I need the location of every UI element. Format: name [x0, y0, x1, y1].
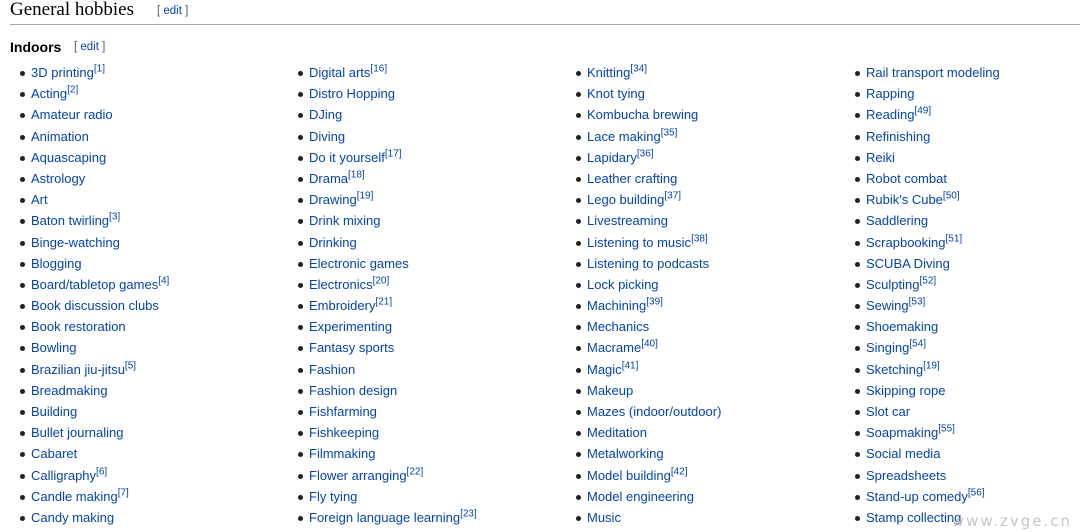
- hobby-link[interactable]: Book discussion clubs: [31, 298, 159, 314]
- list-item: [576, 507, 721, 528]
- citation-link[interactable]: [23]: [460, 508, 477, 520]
- hobby-link[interactable]: Spreadsheets: [866, 467, 947, 483]
- hobby-link[interactable]: Distro Hopping: [309, 86, 395, 102]
- hobby-link[interactable]: Knot tying: [587, 86, 645, 102]
- hobby-column-3: [576, 62, 721, 528]
- list-item: [298, 83, 477, 104]
- hobby-link[interactable]: Fantasy sports: [309, 340, 395, 356]
- list-item: [20, 253, 169, 274]
- hobby-link[interactable]: Amateur radio: [31, 107, 113, 123]
- list-item: [576, 210, 721, 231]
- list-item: [20, 189, 169, 210]
- citation-link[interactable]: [7]: [117, 487, 129, 499]
- hobby-link[interactable]: Stand-up comedy: [866, 488, 968, 504]
- citation-link[interactable]: [19]: [356, 190, 374, 202]
- citation-link[interactable]: [5]: [124, 360, 137, 372]
- list-item: [298, 507, 477, 528]
- hobby-link[interactable]: Rubik's Cube: [866, 192, 943, 208]
- hobby-link[interactable]: Soapmaking: [866, 425, 939, 441]
- list-item: [298, 104, 477, 125]
- list-item: [298, 359, 477, 380]
- list-item: [298, 168, 477, 189]
- hobby-link[interactable]: Robot combat: [866, 170, 947, 186]
- hobby-link[interactable]: Fashion: [309, 361, 356, 377]
- list-item: [298, 337, 477, 358]
- hobby-link[interactable]: Lapidary: [587, 149, 637, 165]
- hobby-link[interactable]: Slot car: [866, 404, 911, 419]
- citation-link[interactable]: [41]: [621, 360, 639, 372]
- citation-link[interactable]: [55]: [938, 423, 955, 435]
- hobby-link[interactable]: Model engineering: [587, 488, 694, 504]
- hobby-link[interactable]: Breadmaking: [31, 382, 108, 398]
- list-item: [576, 359, 721, 380]
- hobby-link[interactable]: Calligraphy: [31, 467, 97, 483]
- citation-link[interactable]: [52]: [919, 275, 937, 287]
- citation-link[interactable]: [53]: [908, 296, 926, 308]
- list-item: [20, 83, 169, 104]
- hobby-link[interactable]: Listening to music: [587, 234, 692, 250]
- watermark: www.zvge.cn: [951, 512, 1072, 530]
- list-item: [576, 253, 721, 274]
- hobby-link[interactable]: Acting: [31, 86, 68, 102]
- list-item: [576, 295, 721, 316]
- hobby-link[interactable]: Blogging: [31, 255, 82, 271]
- hobby-link[interactable]: Rapping: [866, 86, 915, 102]
- list-item: [20, 443, 169, 464]
- list-item: [855, 401, 1000, 422]
- hobby-link[interactable]: Rail transport modeling: [866, 65, 1000, 80]
- list-item: [298, 232, 477, 253]
- hobby-link[interactable]: Lace making: [587, 128, 661, 144]
- hobby-column-4: [855, 62, 1000, 528]
- hobby-link[interactable]: Candle making: [31, 488, 118, 504]
- section-title: General hobbies: [10, 0, 134, 20]
- list-item: [576, 486, 721, 507]
- hobby-link[interactable]: Refinishing: [866, 128, 931, 144]
- hobby-link[interactable]: Experimenting: [309, 319, 393, 335]
- citation-link[interactable]: [19]: [923, 360, 940, 372]
- citation-link[interactable]: [54]: [909, 339, 927, 351]
- hobby-link[interactable]: Embroidery: [309, 298, 376, 314]
- hobby-link[interactable]: Bullet journaling: [31, 425, 124, 441]
- list-item: [576, 337, 721, 358]
- list-item: [576, 126, 721, 147]
- hobby-link[interactable]: Diving: [309, 128, 346, 144]
- hobby-link[interactable]: Lego building: [587, 192, 665, 208]
- list-item: [855, 274, 1000, 295]
- hobby-link[interactable]: Listening to podcasts: [587, 255, 710, 271]
- list-item: [20, 316, 169, 337]
- hobby-link[interactable]: Flower arranging: [309, 467, 407, 483]
- list-item: [20, 274, 169, 295]
- list-item: [298, 274, 477, 295]
- list-item: [20, 507, 169, 528]
- hobby-link[interactable]: Fashion design: [309, 382, 398, 398]
- list-item: [855, 465, 1000, 486]
- citation-link[interactable]: [34]: [630, 63, 648, 75]
- list-item: [298, 316, 477, 337]
- subsection-edit-link: [ edit ]: [74, 41, 106, 53]
- citation-link[interactable]: [38]: [691, 233, 708, 245]
- list-item: [855, 189, 1000, 210]
- list-item: [20, 168, 169, 189]
- list-item: [576, 104, 721, 125]
- section-edit-button[interactable]: edit: [163, 5, 182, 17]
- hobby-link[interactable]: Drinking: [309, 234, 357, 250]
- list-item: [855, 210, 1000, 231]
- hobby-link[interactable]: Electronics: [309, 276, 373, 292]
- subsection-title: Indoors: [10, 39, 62, 55]
- hobby-link[interactable]: Meditation: [587, 425, 647, 441]
- hobby-link[interactable]: Stamp collecting: [866, 509, 962, 525]
- hobby-link[interactable]: Brazilian jiu-jitsu: [31, 361, 125, 377]
- hobby-link[interactable]: Bowling: [31, 340, 77, 356]
- citation-link[interactable]: [51]: [945, 233, 963, 245]
- list-item: [20, 337, 169, 358]
- hobby-link[interactable]: Baton twirling: [31, 213, 110, 229]
- hobby-link[interactable]: Fishfarming: [309, 404, 377, 419]
- list-item: [298, 147, 477, 168]
- list-item: [576, 274, 721, 295]
- list-item: [20, 126, 169, 147]
- hobby-link[interactable]: Fly tying: [309, 488, 358, 504]
- list-item: [576, 168, 721, 189]
- list-item: [20, 210, 169, 231]
- hobby-link[interactable]: Building: [31, 404, 78, 419]
- list-item: [576, 189, 721, 210]
- hobby-link[interactable]: Makeup: [587, 382, 634, 398]
- list-item: [855, 359, 1000, 380]
- citation-link[interactable]: [1]: [93, 63, 105, 75]
- list-item: [298, 380, 477, 401]
- citation-link[interactable]: [17]: [384, 148, 402, 160]
- list-item: [298, 486, 477, 507]
- hobby-link[interactable]: Do it yourself: [309, 149, 385, 165]
- hobby-link[interactable]: Aquascaping: [31, 149, 107, 165]
- citation-link[interactable]: [16]: [370, 63, 388, 75]
- list-item: [576, 422, 721, 443]
- list-item: [20, 486, 169, 507]
- hobby-link[interactable]: Digital arts: [309, 65, 371, 80]
- hobby-link[interactable]: Astrology: [31, 170, 86, 186]
- hobby-link[interactable]: Metalworking: [587, 446, 664, 462]
- list-item: [20, 401, 169, 422]
- citation-link[interactable]: [50]: [942, 190, 960, 202]
- hobby-link[interactable]: Candy making: [31, 509, 115, 525]
- citation-link[interactable]: [36]: [636, 148, 654, 160]
- list-item: [855, 232, 1000, 253]
- citation-link[interactable]: [2]: [67, 84, 79, 96]
- list-item: [20, 465, 169, 486]
- list-item: [855, 83, 1000, 104]
- citation-link[interactable]: [20]: [372, 275, 390, 287]
- hobby-link[interactable]: SCUBA Diving: [866, 255, 950, 271]
- list-item: [298, 126, 477, 147]
- hobby-link[interactable]: 3D printing: [31, 65, 94, 80]
- hobby-link[interactable]: Sketching: [866, 361, 924, 377]
- hobby-link[interactable]: Sculpting: [866, 276, 920, 292]
- list-item: [855, 62, 1000, 83]
- list-item: [855, 147, 1000, 168]
- hobby-link[interactable]: Fishkeeping: [309, 425, 380, 441]
- list-item: [298, 62, 477, 83]
- hobby-link[interactable]: Mazes (indoor/outdoor): [587, 404, 722, 419]
- hobby-link[interactable]: Sewing: [866, 298, 909, 314]
- list-item: [576, 62, 721, 83]
- list-item: [855, 253, 1000, 274]
- hobby-link[interactable]: Foreign language learning: [309, 509, 461, 525]
- hobby-link[interactable]: Social media: [866, 446, 941, 462]
- hobby-link[interactable]: Drama: [309, 170, 349, 186]
- hobby-link[interactable]: Livestreaming: [587, 213, 668, 229]
- citation-link[interactable]: [56]: [967, 487, 985, 499]
- list-item: [298, 443, 477, 464]
- citation-link[interactable]: [35]: [660, 127, 678, 139]
- list-item: [576, 147, 721, 168]
- hobby-link[interactable]: Machining: [587, 298, 647, 314]
- list-item: [855, 316, 1000, 337]
- list-item: [576, 465, 721, 486]
- hobby-link[interactable]: Kombucha brewing: [587, 107, 699, 123]
- hobby-link[interactable]: Drink mixing: [309, 213, 381, 229]
- citation-link[interactable]: [22]: [406, 466, 424, 478]
- hobby-link[interactable]: Magic: [587, 361, 622, 377]
- list-item: [298, 295, 477, 316]
- citation-link[interactable]: [4]: [158, 275, 170, 287]
- list-item: [576, 443, 721, 464]
- citation-link[interactable]: [39]: [646, 296, 663, 308]
- list-item: [855, 443, 1000, 464]
- list-item: [20, 147, 169, 168]
- hobby-link[interactable]: Model building: [587, 467, 671, 483]
- hobby-link[interactable]: Electronic games: [309, 255, 409, 271]
- list-item: [855, 337, 1000, 358]
- hobby-link[interactable]: Scrapbooking: [866, 234, 946, 250]
- hobby-link[interactable]: Board/tabletop games: [31, 276, 159, 292]
- list-item: [20, 62, 169, 83]
- list-item: [20, 104, 169, 125]
- list-item: [20, 232, 169, 253]
- list-item: [298, 465, 477, 486]
- subsection-edit-button[interactable]: edit: [80, 41, 99, 53]
- hobby-link[interactable]: Singing: [866, 340, 910, 356]
- list-item: [855, 126, 1000, 147]
- hobby-link[interactable]: Book restoration: [31, 319, 126, 335]
- list-item: [855, 295, 1000, 316]
- hobby-link[interactable]: Drawing: [309, 192, 357, 208]
- list-item: [855, 168, 1000, 189]
- list-item: [576, 83, 721, 104]
- citation-link[interactable]: [18]: [348, 169, 365, 181]
- hobby-link[interactable]: Art: [31, 192, 48, 208]
- hobby-link[interactable]: Filmmaking: [309, 446, 376, 462]
- list-item: [855, 104, 1000, 125]
- hobby-link[interactable]: Binge-watching: [31, 234, 120, 250]
- hobby-link[interactable]: Music: [587, 509, 621, 525]
- list-item: [855, 486, 1000, 507]
- citation-link[interactable]: [6]: [96, 466, 108, 478]
- citation-link[interactable]: [42]: [670, 466, 688, 478]
- citation-link[interactable]: [21]: [375, 296, 393, 308]
- citation-link[interactable]: [49]: [914, 106, 932, 118]
- hobby-link[interactable]: Saddlering: [866, 213, 929, 229]
- hobby-link[interactable]: Lock picking: [587, 276, 659, 292]
- citation-link[interactable]: [37]: [664, 190, 682, 202]
- hobby-link[interactable]: Skipping rope: [866, 382, 946, 398]
- list-item: [576, 232, 721, 253]
- section-edit-link: [ edit ]: [157, 5, 189, 17]
- hobby-link[interactable]: Animation: [31, 128, 89, 144]
- list-item: [20, 422, 169, 443]
- hobby-link[interactable]: Knitting: [587, 65, 631, 80]
- list-item: [576, 316, 721, 337]
- section-heading-general-hobbies: [10, 0, 1080, 25]
- list-item: [855, 422, 1000, 443]
- hobby-link[interactable]: Leather crafting: [587, 170, 678, 186]
- list-item: [20, 380, 169, 401]
- list-item: [20, 295, 169, 316]
- hobby-link[interactable]: Reiki: [866, 149, 895, 165]
- list-item: [298, 422, 477, 443]
- list-item: [298, 401, 477, 422]
- hobby-column-2: [298, 62, 477, 528]
- hobby-link[interactable]: Cabaret: [31, 446, 78, 462]
- citation-link[interactable]: [3]: [109, 211, 121, 223]
- hobby-link[interactable]: Macrame: [587, 340, 642, 356]
- citation-link[interactable]: [40]: [641, 339, 658, 351]
- hobby-link[interactable]: Reading: [866, 107, 915, 123]
- hobby-link[interactable]: Mechanics: [587, 319, 650, 335]
- list-item: [298, 189, 477, 210]
- list-item: [576, 380, 721, 401]
- list-item: [576, 401, 721, 422]
- list-item: [855, 380, 1000, 401]
- list-item: [298, 253, 477, 274]
- hobby-column-1: [20, 62, 169, 528]
- hobby-link[interactable]: DJing: [309, 107, 343, 123]
- list-item: [298, 210, 477, 231]
- list-item: [20, 359, 169, 380]
- hobby-link[interactable]: Shoemaking: [866, 319, 939, 335]
